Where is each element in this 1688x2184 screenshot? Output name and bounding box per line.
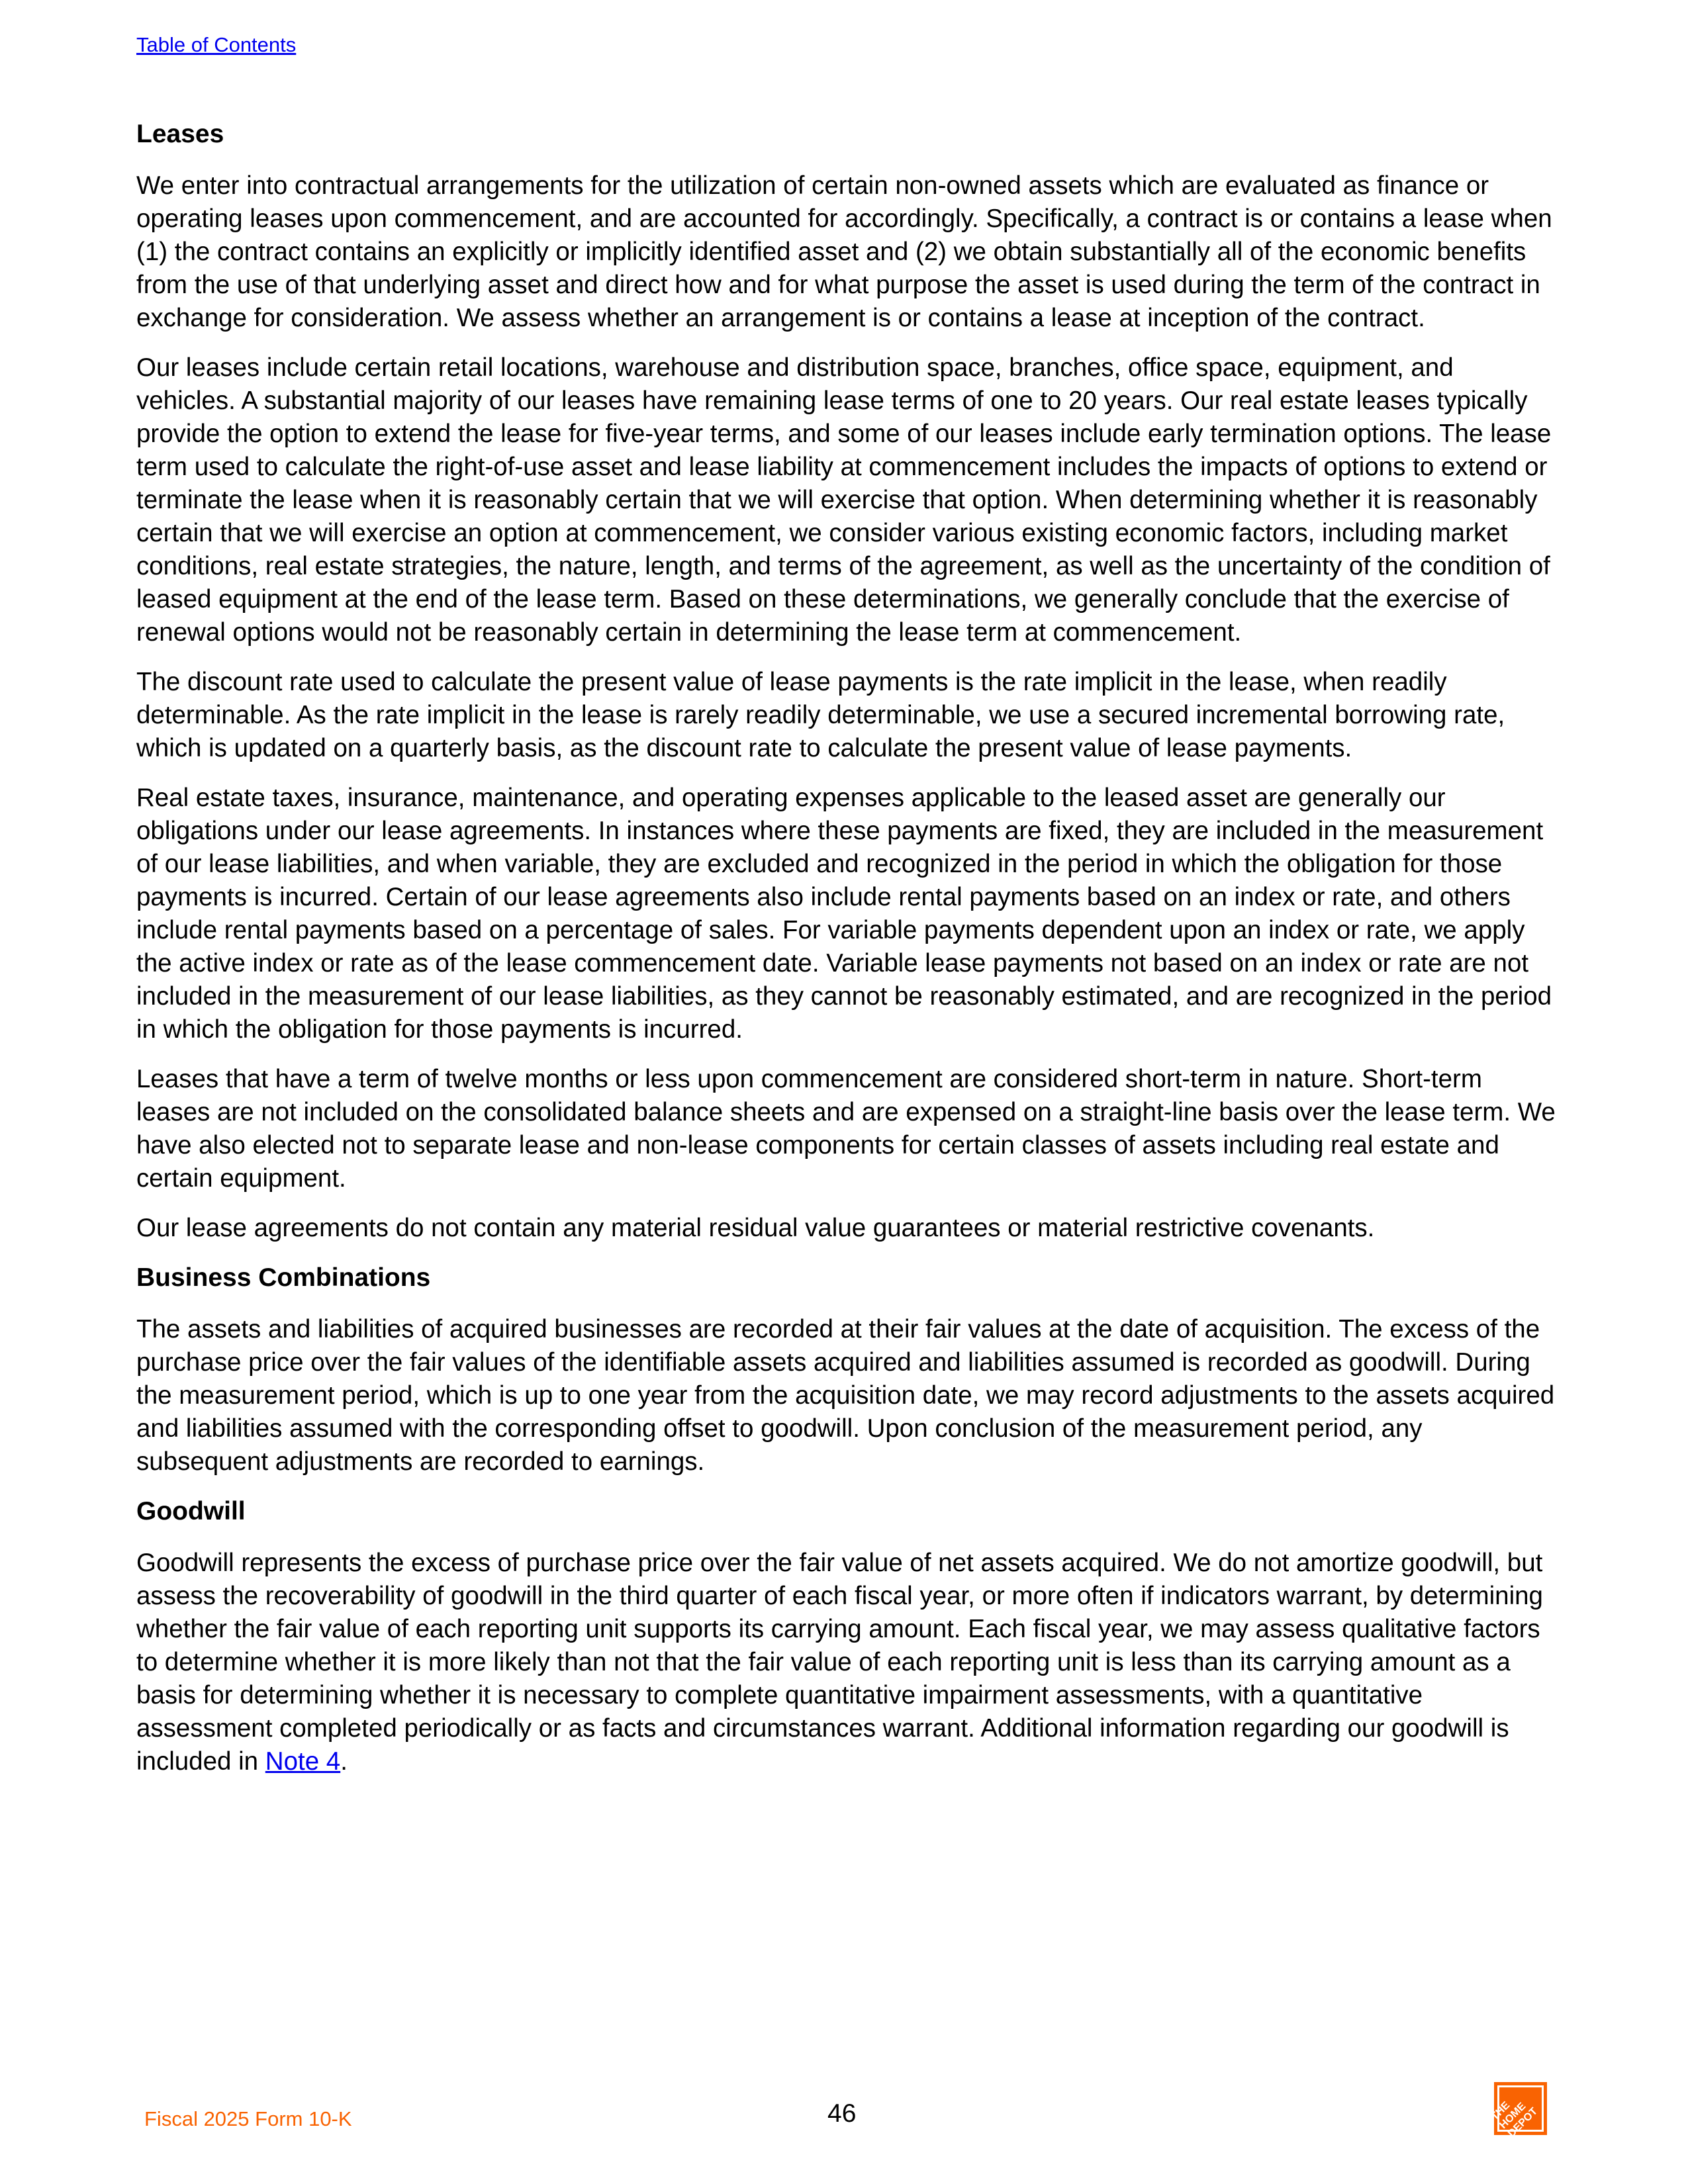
leases-paragraph-6: Our lease agreements do not contain any material residual value guarantees or material restrictive covenants. [136, 1214, 1375, 1242]
footer-form-label: Fiscal 2025 Form 10-K [144, 2107, 352, 2130]
table-of-contents-link[interactable]: Table of Contents [136, 33, 297, 56]
logo-text: THE HOME DEPOT [1489, 2099, 1540, 2140]
leases-paragraph-3: The discount rate used to calculate the present value of lease payments is the rate implicit in the lease, when readily determinable. As the rate implicit in the lease is rarely readily determinable, we use a secured incremental borrowing rate, which is updated on a quarterly basis, as the discount rate to calculate the present value of lease payments. [136, 668, 1505, 762]
section-title-leases: Leases [136, 120, 224, 148]
leases-paragraph-2: Our leases include certain retail locations, warehouse and distribution space, branches, office space, equipment, and vehicles. A substantial majority of our leases have remaining lease terms of one to 20 years. Our real estate leases typically provide the option to extend the lease for five-year terms, and some of our leases include early termination options. The lease term used to calculate the right-of-use asset and lease liability at commencement includes the impacts of options to extend or terminate the lease when it is reasonably certain that we will exercise that option. When determining whether it is reasonably certain that we will exercise an option at commencement, we consider various existing economic factors, including market conditions, real estate strategies, the nature, length, and terms of the agreement, as well as the uncertainty of the condition of leased equipment at the end of the lease term. Based on these determinations, we generally conclude that the exercise of renewal options would not be reasonably certain in determining the lease term at commencement. [136, 353, 1552, 647]
page-number: 46 [827, 2099, 857, 2128]
document-body [136, 118, 1560, 1795]
goodwill-paragraph-text: Goodwill represents the excess of purchase price over the fair value of net assets acquired. We do not amortize goodwill, but assess the recoverability of goodwill in the third quarter of each fiscal year, or more often if indicators warrant, by determining whether the fair value of each reporting unit supports its carrying amount. Each fiscal year, we may assess qualitative factors to determine whether it is more likely than not that the fair value of each reporting unit is less than its carrying amount as a basis for determining whether it is necessary to complete quantitative impairment assessments, with a quantitative assessment completed periodically or as facts and circumstances warrant. Additional information regarding our goodwill is included in [136, 1549, 1543, 1776]
note-4-link[interactable]: Note 4 [265, 1747, 341, 1776]
goodwill-paragraph [136, 1547, 1560, 1778]
business-combinations-paragraph: The assets and liabilities of acquired businesses are recorded at their fair values at the date of acquisition. The excess of the purchase price over the fair values of the identifiable assets acquired and liabilities assumed is recorded as goodwill. During the measurement period, which is up to one year from the acquisition date, we may record adjustments to the assets acquired and liabilities assumed with the corresponding offset to goodwill. Upon conclusion of the measurement period, any subsequent adjustments are recorded to earnings. [136, 1315, 1555, 1476]
leases-paragraph-4: Real estate taxes, insurance, maintenance, and operating expenses applicable to the leased asset are generally our obligations under our lease agreements. In instances where these payments are fixed, they are included in the measurement of our lease liabilities, and when variable, they are excluded and recognized in the period in which the obligation for those payments is incurred. Certain of our lease agreements also include rental payments based on an index or rate, and others include rental payments based on a percentage of sales. For variable payments dependent upon an index or rate, we apply the active index or rate as of the lease commencement date. Variable lease payments not based on an index or rate are not included in the measurement of our lease liabilities, as they cannot be reasonably estimated, and are recognized in the period in which the obligation for those payments is incurred. [136, 784, 1552, 1044]
section-title-goodwill: Goodwill [136, 1497, 246, 1525]
logo-wordmark [1483, 2071, 1558, 2146]
leases-paragraph-5: Leases that have a term of twelve months or less upon commencement are considered short-term in nature. Short-term leases are not included on the consolidated balance sheets and are expensed on a straight-line basis over the lease term. We have also elected not to separate lease and non-lease components for certain classes of assets including real estate and certain equipment. [136, 1065, 1556, 1193]
home-depot-logo [1489, 2082, 1547, 2140]
leases-paragraph-1: We enter into contractual arrangements for the utilization of certain non-owned assets which are evaluated as finance or operating leases upon commencement, and are accounted for accordingly. Specifically, a contract is or contains a lease when (1) the contract contains an explicitly or implicitly identified asset and (2) we obtain substantially all of the economic benefits from the use of that underlying asset and direct how and for what purpose the asset is used during the term of the contract in exchange for consideration. We assess whether an arrangement is or contains a lease at inception of the contract. [136, 171, 1552, 332]
goodwill-paragraph-end: . [340, 1747, 348, 1776]
section-title-business-combinations: Business Combinations [136, 1263, 431, 1292]
